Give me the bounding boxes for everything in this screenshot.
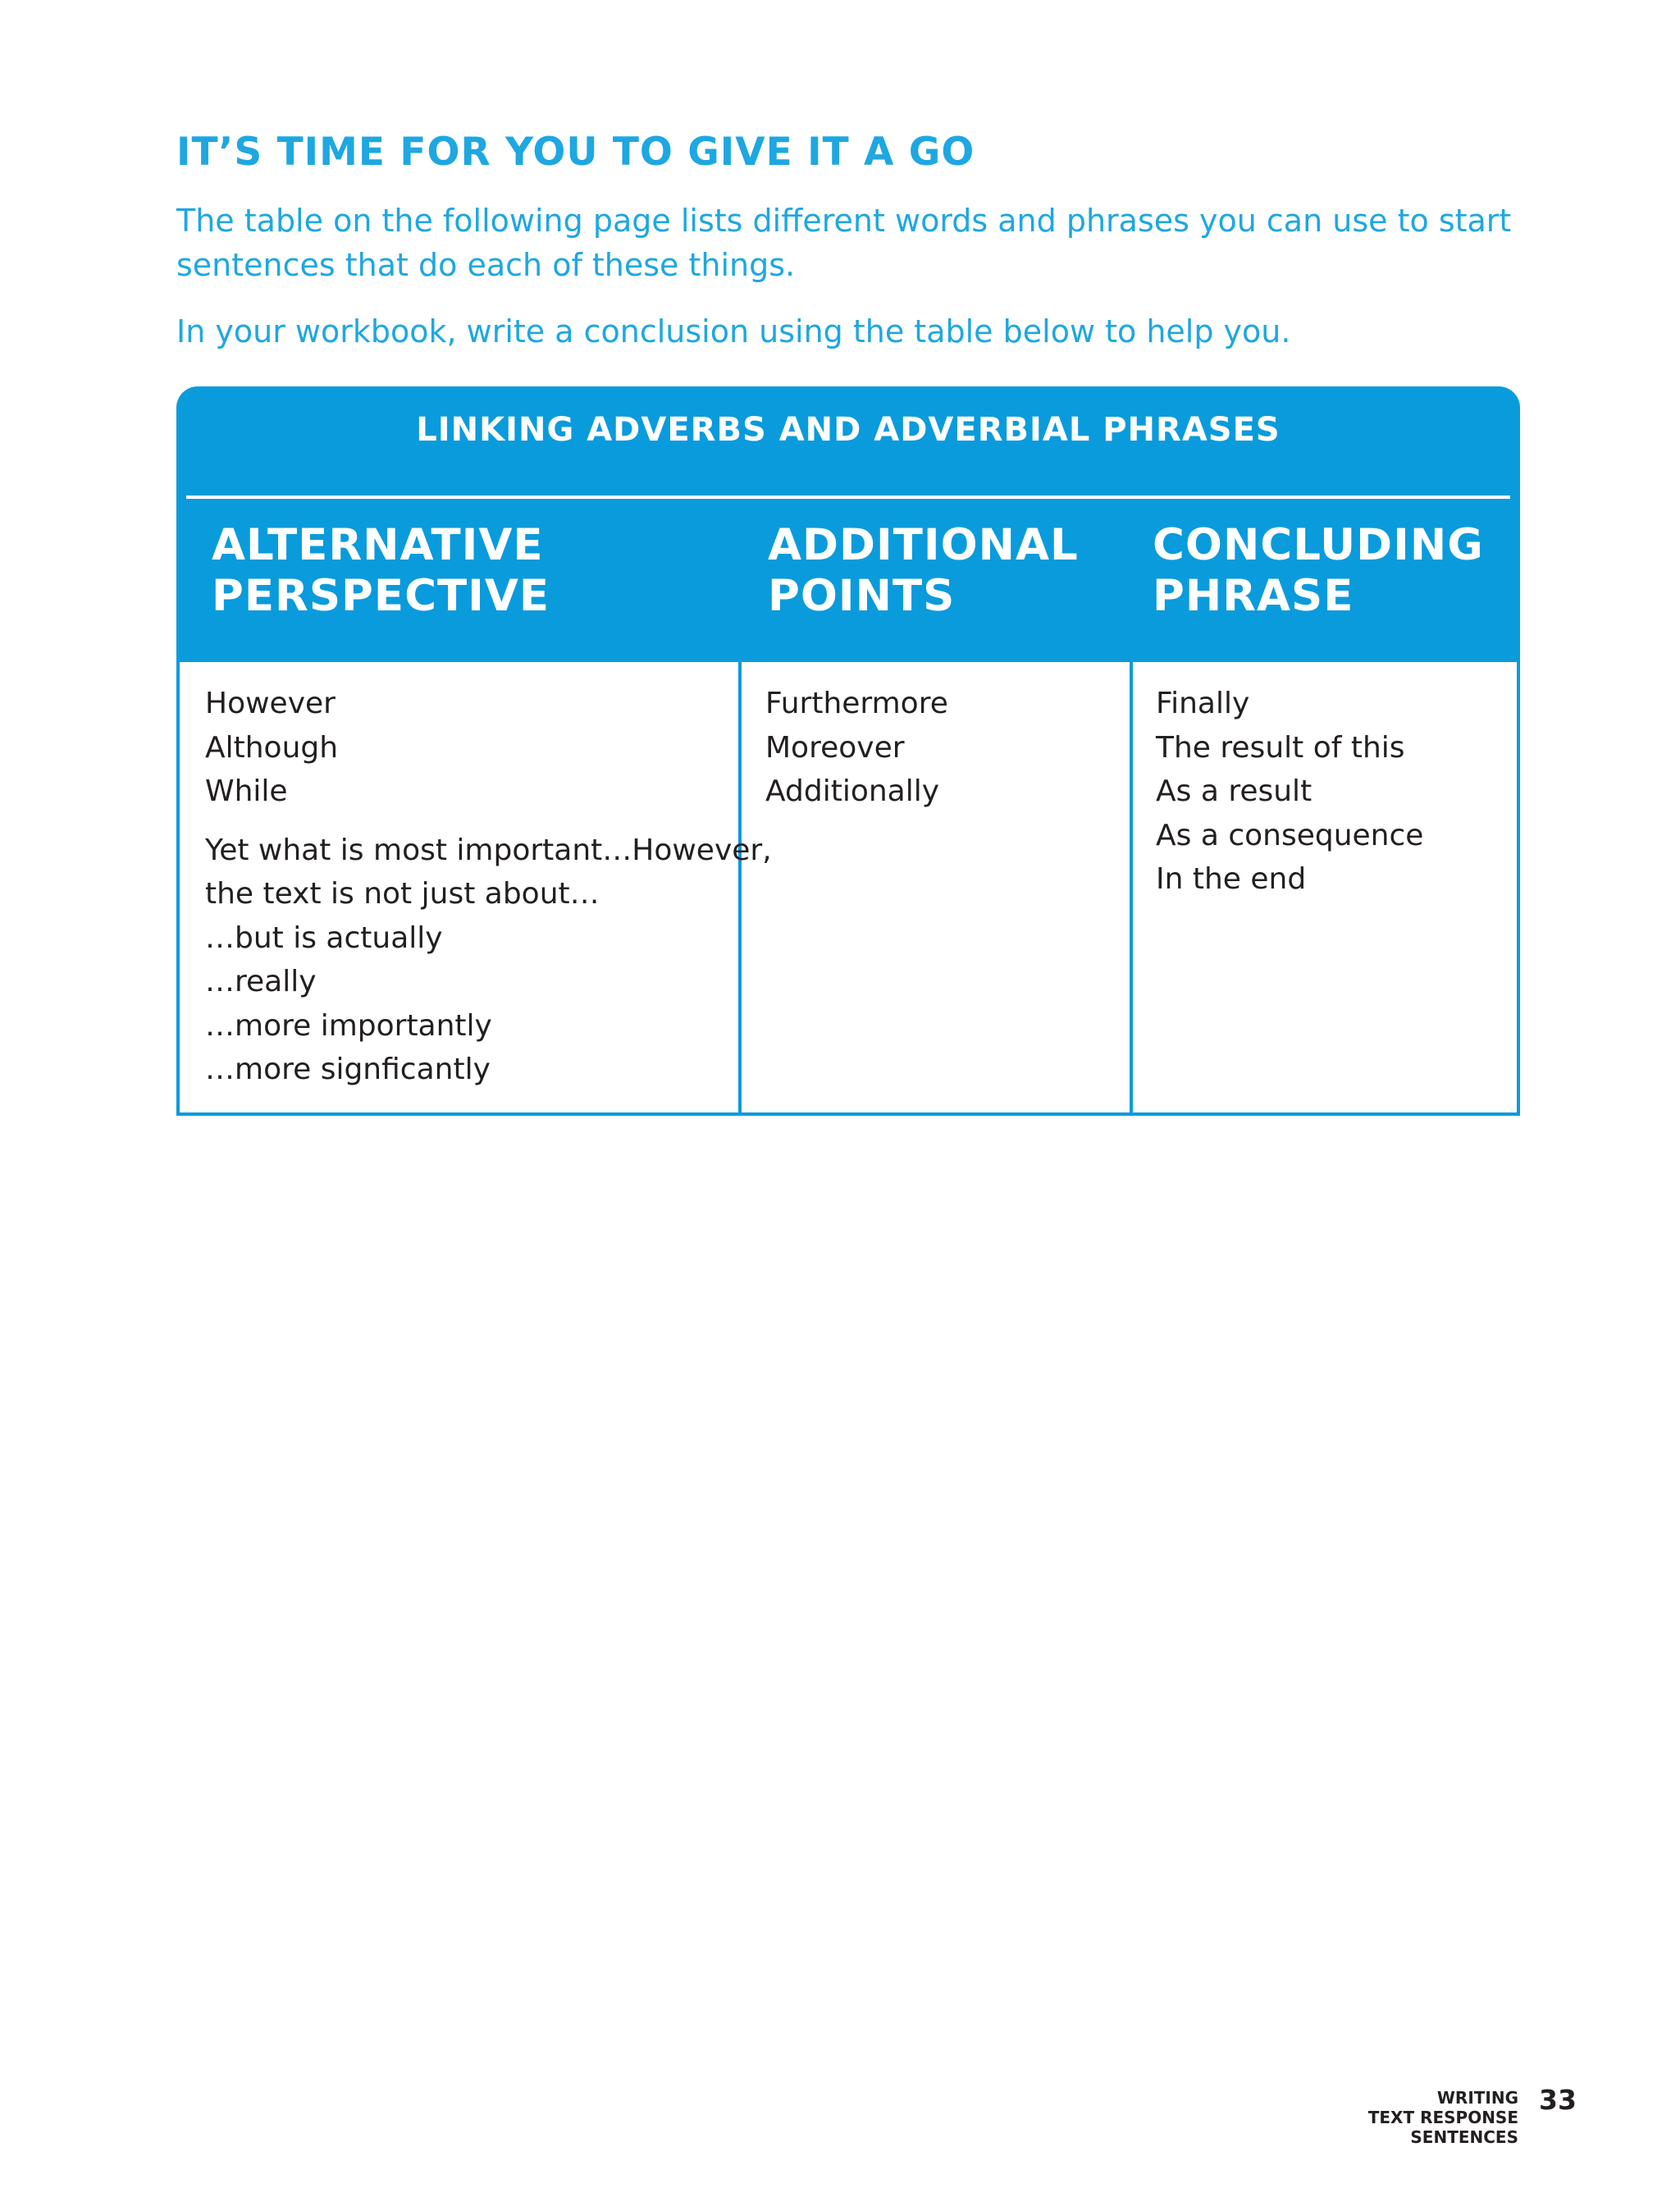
list-item: As a consequence	[1156, 818, 1424, 852]
column-header-line: ALTERNATIVE	[212, 520, 544, 570]
table-header	[176, 386, 1520, 662]
linking-adverbs-table	[176, 386, 1520, 1116]
column-header-line: PHRASE	[1153, 571, 1354, 621]
column-header-concluding-phrase	[1153, 520, 1484, 622]
cell-alternative-perspective	[205, 682, 772, 1092]
list-item: Additionally	[765, 774, 940, 808]
cell-concluding-phrase	[1156, 682, 1423, 902]
list-item: …more importantly	[205, 1008, 492, 1043]
column-header-line: PERSPECTIVE	[212, 571, 550, 621]
instruction-paragraph: In your workbook, write a conclusion using the table below to help you.	[176, 313, 1291, 349]
page-number: 33	[1539, 2084, 1577, 2116]
page-heading: IT’S TIME FOR YOU TO GIVE IT A GO	[176, 130, 975, 175]
footer-line: WRITING	[1436, 2088, 1518, 2108]
list-item: Finally	[1156, 687, 1250, 720]
column-header-line: ADDITIONAL	[768, 520, 1079, 570]
column-header-alternative-perspective	[212, 520, 550, 622]
footer-line: SENTENCES	[1410, 2127, 1518, 2147]
title-divider	[186, 496, 1510, 499]
intro-paragraph: The table on the following page lists different words and phrases you can use to start sentences that do each of these things.	[176, 203, 1512, 283]
list-item: the text is not just about…	[205, 877, 600, 911]
list-item: Furthermore	[765, 687, 948, 720]
list-item: In the end	[1156, 862, 1307, 896]
list-item: …really	[205, 965, 317, 998]
list-item: Although	[205, 730, 339, 765]
list-item: …but is actually	[205, 920, 443, 955]
table-title: LINKING ADVERBS AND ADVERBIAL PHRASES	[416, 411, 1281, 449]
list-item: Moreover	[765, 730, 905, 765]
footer-line: TEXT RESPONSE	[1367, 2108, 1518, 2127]
column-header-line: CONCLUDING	[1153, 520, 1484, 570]
list-item: …more signficantly	[205, 1053, 491, 1086]
list-item: As a result	[1156, 774, 1312, 808]
column-divider	[1130, 662, 1133, 1112]
column-header-additional-points	[768, 520, 1079, 622]
list-item: Yet what is most important…However,	[205, 833, 772, 867]
list-item: The result of this	[1156, 730, 1405, 765]
cell-additional-points	[765, 682, 948, 814]
footer-section-label	[1368, 2088, 1518, 2147]
column-header-line: POINTS	[768, 571, 956, 621]
table-body	[176, 662, 1520, 1116]
list-item: While	[205, 774, 288, 808]
list-item: However	[205, 687, 336, 720]
